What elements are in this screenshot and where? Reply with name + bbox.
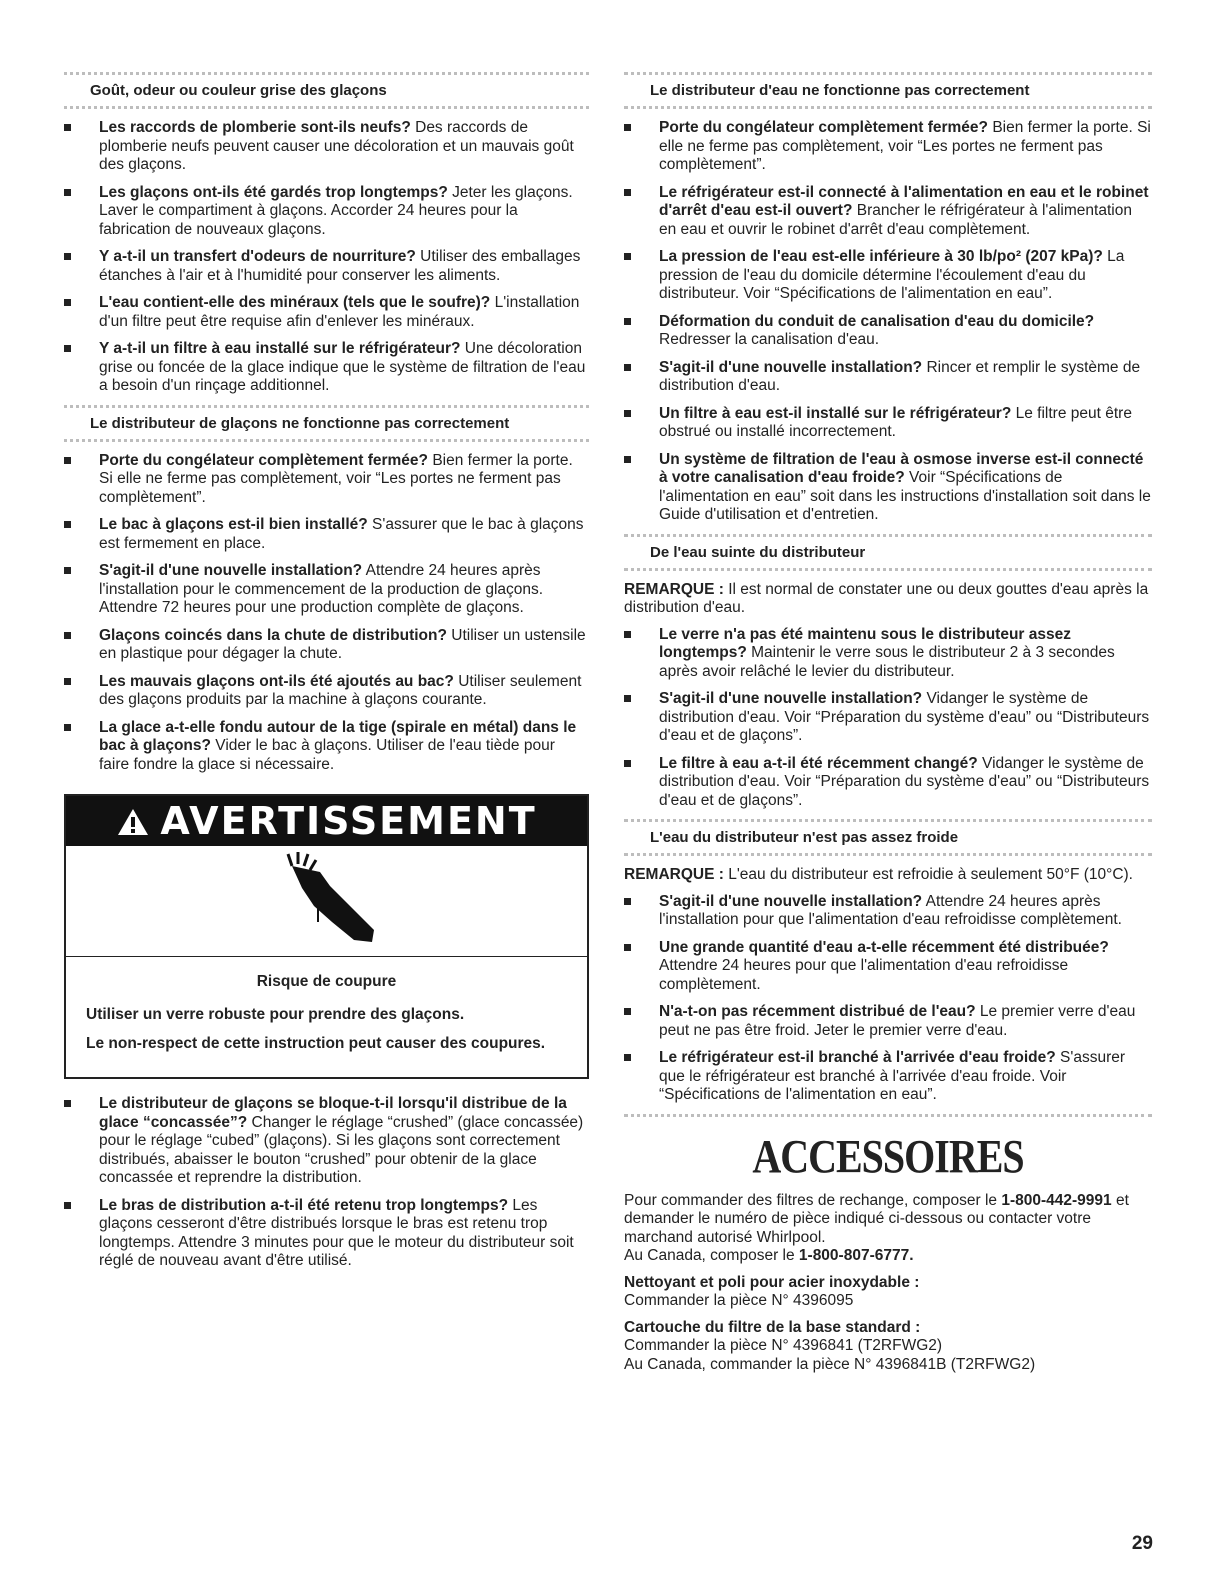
note-text: L'eau du distributeur est refroidie à seulement 50°F (10°C).: [723, 866, 1133, 883]
bullet-icon: [624, 1008, 631, 1015]
answer: Utiliser seulement des glaçons produits par la machine à glaçons courante.: [99, 672, 582, 708]
list-item: [624, 405, 1152, 442]
bullet-icon: [624, 1054, 631, 1061]
bullet-icon: [624, 318, 631, 325]
answer: Brancher le réfrigérateur à l'alimentation en eau et ouvrir le robinet d'arrêt d'eau complètement.: [659, 202, 1132, 238]
question: L'eau contient-elle des minéraux (tels que le soufre)?: [99, 294, 491, 311]
note: [624, 581, 1152, 618]
left-column: [64, 72, 589, 1280]
answer: Utiliser des emballages étanches à l'air et à l'humidité pour conserver les aliments.: [99, 248, 581, 284]
warning-subtitle: Risque de coupure: [256, 973, 397, 990]
bullet-icon: [64, 1100, 71, 1107]
warning-triangle-icon: [116, 799, 150, 849]
answer: Les glaçons cesseront d'être distribués lorsque le bras est retenu trop longtemps. Attendre 3 minutes pour que le moteur du distributeur soit réglé de nouveau avant d'être utilisé.: [99, 1196, 574, 1269]
list-item: [624, 1049, 1152, 1105]
list-item: [64, 516, 589, 553]
answer: Attendre 24 heures pour que l'alimentation d'eau refroidisse complètement.: [659, 957, 1069, 993]
answer: Le filtre peut être obstrué ou installé incorrectement.: [659, 404, 1132, 440]
list-item: [64, 627, 589, 664]
warning-box: [64, 794, 589, 1079]
bullet-icon: [624, 944, 631, 951]
list-item: [624, 755, 1152, 811]
bullet-icon: [64, 457, 71, 464]
cleaner-order: Commander la pièce N° 4396095: [624, 1292, 854, 1309]
accessories-canada: [624, 1247, 1152, 1266]
answer: Redresser la canalisation d'eau.: [659, 331, 880, 348]
intro-text-2: et demander le numéro de pièce indiqué ci-dessous ou contacter votre marchand autorisé Whirlpool.: [624, 1191, 1129, 1246]
bullet-icon: [64, 1202, 71, 1209]
question: Le réfrigérateur est-il connecté à l'alimentation en eau et le robinet d'arrêt d'eau est-il ouvert?: [659, 183, 1149, 219]
question: La glace a-t-elle fondu autour de la tige (spirale en métal) dans le bac à glaçons?: [99, 718, 577, 754]
note: [624, 866, 1152, 885]
warning-body: [66, 957, 587, 1077]
answer: Le premier verre d'eau peut ne pas être froid. Jeter le premier verre d'eau.: [659, 1003, 1136, 1039]
list-item: [64, 1095, 589, 1188]
cartridge-order: Commander la pièce N° 4396841 (T2RFWG2): [624, 1337, 943, 1354]
question: Le bac à glaçons est-il bien installé?: [99, 516, 368, 533]
list-item: [64, 673, 589, 710]
question: Un système de filtration de l'eau à osmose inverse est-il connecté à votre canalisation d'eau froide?: [659, 450, 1144, 486]
question: La pression de l'eau est-elle inférieure à 30 lb/po² (207 kPa)?: [659, 248, 1103, 265]
answer: Rincer et remplir le système de distribution d'eau.: [659, 358, 1141, 394]
ice-dispenser-list-continued: [64, 1095, 589, 1271]
answer: Attendre 24 heures après l'installation pour le commencement de la production de glaçons. Attendre 72 heures pour une production complète de glaçons.: [99, 562, 544, 616]
question: Le réfrigérateur est-il branché à l'arrivée d'eau froide?: [659, 1049, 1056, 1066]
bullet-icon: [64, 632, 71, 639]
question: S'agit-il d'une nouvelle installation?: [99, 562, 363, 579]
divider: [624, 1114, 1152, 1117]
bullet-icon: [624, 124, 631, 131]
list-item: [64, 119, 589, 175]
question: Le distributeur de glaçons se bloque-t-il lorsqu'il distribue de la glace “concassée”?: [99, 1095, 567, 1131]
answer: Une décoloration grise ou foncée de la glace indique que le système de filtration de l'eau a besoin d'un rinçage additionnel.: [99, 340, 586, 394]
section-heading-ice-dispenser: [64, 405, 589, 442]
bullet-icon: [64, 253, 71, 260]
bullet-icon: [64, 299, 71, 306]
section-heading-text: Le distributeur de glaçons ne fonctionne pas correctement: [90, 414, 510, 432]
ice-taste-list: [64, 119, 589, 396]
answer: Attendre 24 heures après l'installation pour que l'alimentation d'eau refroidisse complètement.: [659, 892, 1122, 928]
list-item: [64, 184, 589, 240]
list-item: [624, 939, 1152, 995]
question: N'a-t-on pas récemment distribué de l'eau?: [659, 1003, 976, 1020]
section-heading-text: Goût, odeur ou couleur grise des glaçons: [90, 82, 387, 99]
cartridge-label: Cartouche du filtre de la base standard :: [624, 1318, 921, 1336]
answer: S'assurer que le bac à glaçons est fermement en place.: [99, 516, 584, 552]
question: Porte du congélateur complètement fermée?: [659, 119, 989, 136]
ice-dispenser-list: [64, 452, 589, 775]
answer: L'installation d'un filtre peut être requise afin d'enlever les minéraux.: [99, 294, 580, 330]
cleaner-label: Nettoyant et poli pour acier inoxydable :: [624, 1273, 920, 1291]
list-item: [64, 452, 589, 508]
bullet-icon: [624, 760, 631, 767]
answer: Vidanger le système de distribution d'eau. Voir “Préparation du système d'eau” ou “Distributeurs d'eau et de glaçons”.: [659, 690, 1150, 744]
question: Un filtre à eau est-il installé sur le réfrigérateur?: [659, 404, 1012, 422]
water-leak-list: [624, 626, 1152, 811]
list-item: [64, 294, 589, 331]
answer: Changer le réglage “crushed” (glace concassée) pour le réglage “cubed” (glaçons). Si les glaçons sont correctement distribués, abaisser le bouton “crushed” pour obtenir de la glace concassée et reprendre la distribution.: [99, 1113, 584, 1186]
question: S'agit-il d'une nouvelle installation?: [659, 892, 923, 910]
list-item: [64, 562, 589, 618]
list-item: [64, 719, 589, 775]
list-item: [64, 1197, 589, 1271]
question: S'agit-il d'une nouvelle installation?: [659, 690, 923, 707]
section-heading-ice-taste: [64, 72, 589, 109]
list-item: [624, 690, 1152, 746]
question: Une grande quantité d'eau a-t-elle récemment été distribuée?: [659, 938, 1109, 956]
answer: La pression de l'eau du domicile détermine l'écoulement d'eau du distributeur. Voir “Spécifications de l'alimentation en eau”.: [659, 248, 1125, 302]
bullet-icon: [624, 695, 631, 702]
water-dispenser-list: [624, 119, 1152, 525]
note-text: Il est normal de constater une ou deux gouttes d'eau après la distribution d'eau.: [624, 580, 1149, 616]
answer: Utiliser un ustensile en plastique pour dégager la chute.: [99, 626, 586, 662]
list-item: [624, 359, 1152, 396]
cartridge-order-canada: Au Canada, commander la pièce N° 4396841B (T2RFWG2): [624, 1355, 1036, 1373]
answer: Vider le bac à glaçons. Utiliser de l'eau tiède pour faire fondre la glace si nécessaire.: [99, 737, 555, 773]
bullet-icon: [624, 631, 631, 638]
section-heading-water-leak: [624, 534, 1152, 571]
accessories-title: ACCESSOIRES: [752, 1129, 1024, 1183]
question: Porte du congélateur complètement fermée?: [99, 451, 429, 469]
accessories-section: [624, 1192, 1152, 1375]
list-item: [624, 626, 1152, 682]
list-item: [624, 248, 1152, 304]
note-label: REMARQUE :: [624, 580, 724, 598]
list-item: [624, 119, 1152, 175]
question: Le bras de distribution a-t-il été retenu trop longtemps?: [99, 1196, 509, 1214]
bullet-icon: [64, 724, 71, 731]
bullet-icon: [624, 253, 631, 260]
list-item: [624, 893, 1152, 930]
question: Déformation du conduit de canalisation d'eau du domicile?: [659, 312, 1095, 330]
bullet-icon: [624, 898, 631, 905]
page-number: 29: [1131, 1533, 1153, 1554]
list-item: [624, 184, 1152, 240]
list-item: [624, 1003, 1152, 1040]
cut-hazard-hand-icon: [66, 846, 587, 957]
answer: Jeter les glaçons. Laver le compartiment à glaçons. Accorder 24 heures pour la fabrication de nouveaux glaçons.: [99, 183, 573, 238]
section-heading-text: L'eau du distributeur n'est pas assez froide: [650, 829, 959, 846]
bullet-icon: [64, 567, 71, 574]
bullet-icon: [64, 678, 71, 685]
bullet-icon: [624, 364, 631, 371]
question: Les raccords de plomberie sont-ils neufs?: [99, 119, 411, 136]
question: Y a-t-il un filtre à eau installé sur le réfrigérateur?: [99, 340, 461, 357]
section-heading-water-temperature: [624, 819, 1152, 856]
bullet-icon: [64, 124, 71, 131]
section-heading-text: De l'eau suinte du distributeur: [650, 543, 866, 561]
bullet-icon: [64, 345, 71, 352]
accessories-intro: [624, 1192, 1152, 1248]
answer: Des raccords de plomberie neufs peuvent causer une décoloration et un mauvais goût des glaçons.: [99, 119, 574, 173]
question: Y a-t-il un transfert d'odeurs de nourriture?: [99, 248, 416, 265]
section-heading-water-dispenser: [624, 72, 1152, 109]
answer: Bien fermer la porte. Si elle ne ferme pas complètement, voir “Les portes ne ferment pas complètement”.: [659, 119, 1151, 173]
bullet-icon: [624, 189, 631, 196]
answer: S'assurer que le réfrigérateur est branché à l'arrivée d'eau froide. Voir “Spécifications de l'alimentation en eau”.: [659, 1049, 1126, 1103]
question: Le filtre à eau a-t-il été récemment changé?: [659, 754, 978, 772]
note-label: REMARQUE :: [624, 866, 724, 883]
phone-number: 1-800-442-9991: [1001, 1191, 1112, 1209]
question: Glaçons coincés dans la chute de distribution?: [99, 626, 447, 644]
bullet-icon: [624, 410, 631, 417]
canada-text: Au Canada, composer le: [624, 1247, 799, 1264]
answer: Voir “Spécifications de l'alimentation en eau” soit dans les instructions d'installation soit dans le Guide d'utilisation et d'entretien.: [659, 469, 1151, 523]
question: Les mauvais glaçons ont-ils été ajoutés au bac?: [99, 672, 454, 690]
list-item: [624, 451, 1152, 525]
list-item: [624, 313, 1152, 350]
bullet-icon: [64, 189, 71, 196]
list-item: [64, 248, 589, 285]
bullet-icon: [624, 456, 631, 463]
phone-number-canada: 1-800-807-6777.: [798, 1247, 914, 1264]
intro-text: Pour commander des filtres de rechange, composer le: [624, 1191, 1002, 1209]
answer: Maintenir le verre sous le distributeur 2 à 3 secondes après avoir relâché le levier du distributeur.: [659, 644, 1115, 680]
question: Le verre n'a pas été maintenu sous le distributeur assez longtemps?: [659, 625, 1071, 661]
warning-title-bar: [66, 796, 587, 846]
answer: Vidanger le système de distribution d'eau. Voir “Préparation du système d'eau” ou “Distributeurs d'eau et de glaçons”.: [659, 754, 1150, 809]
list-item: [64, 340, 589, 396]
question: S'agit-il d'une nouvelle installation?: [659, 358, 923, 376]
bullet-icon: [64, 521, 71, 528]
warning-title: AVERTISSEMENT: [160, 799, 537, 843]
water-temperature-list: [624, 893, 1152, 1105]
question: Les glaçons ont-ils été gardés trop longtemps?: [99, 183, 448, 201]
section-heading-text: Le distributeur d'eau ne fonctionne pas correctement: [650, 82, 1030, 99]
warning-line-1: Utiliser un verre robuste pour prendre des glaçons.: [86, 1006, 465, 1023]
answer: Bien fermer la porte. Si elle ne ferme pas complètement, voir “Les portes ne ferment pas complètement”.: [99, 451, 573, 506]
right-column: [624, 72, 1152, 1374]
warning-line-2: Le non-respect de cette instruction peut causer des coupures.: [86, 1035, 546, 1052]
